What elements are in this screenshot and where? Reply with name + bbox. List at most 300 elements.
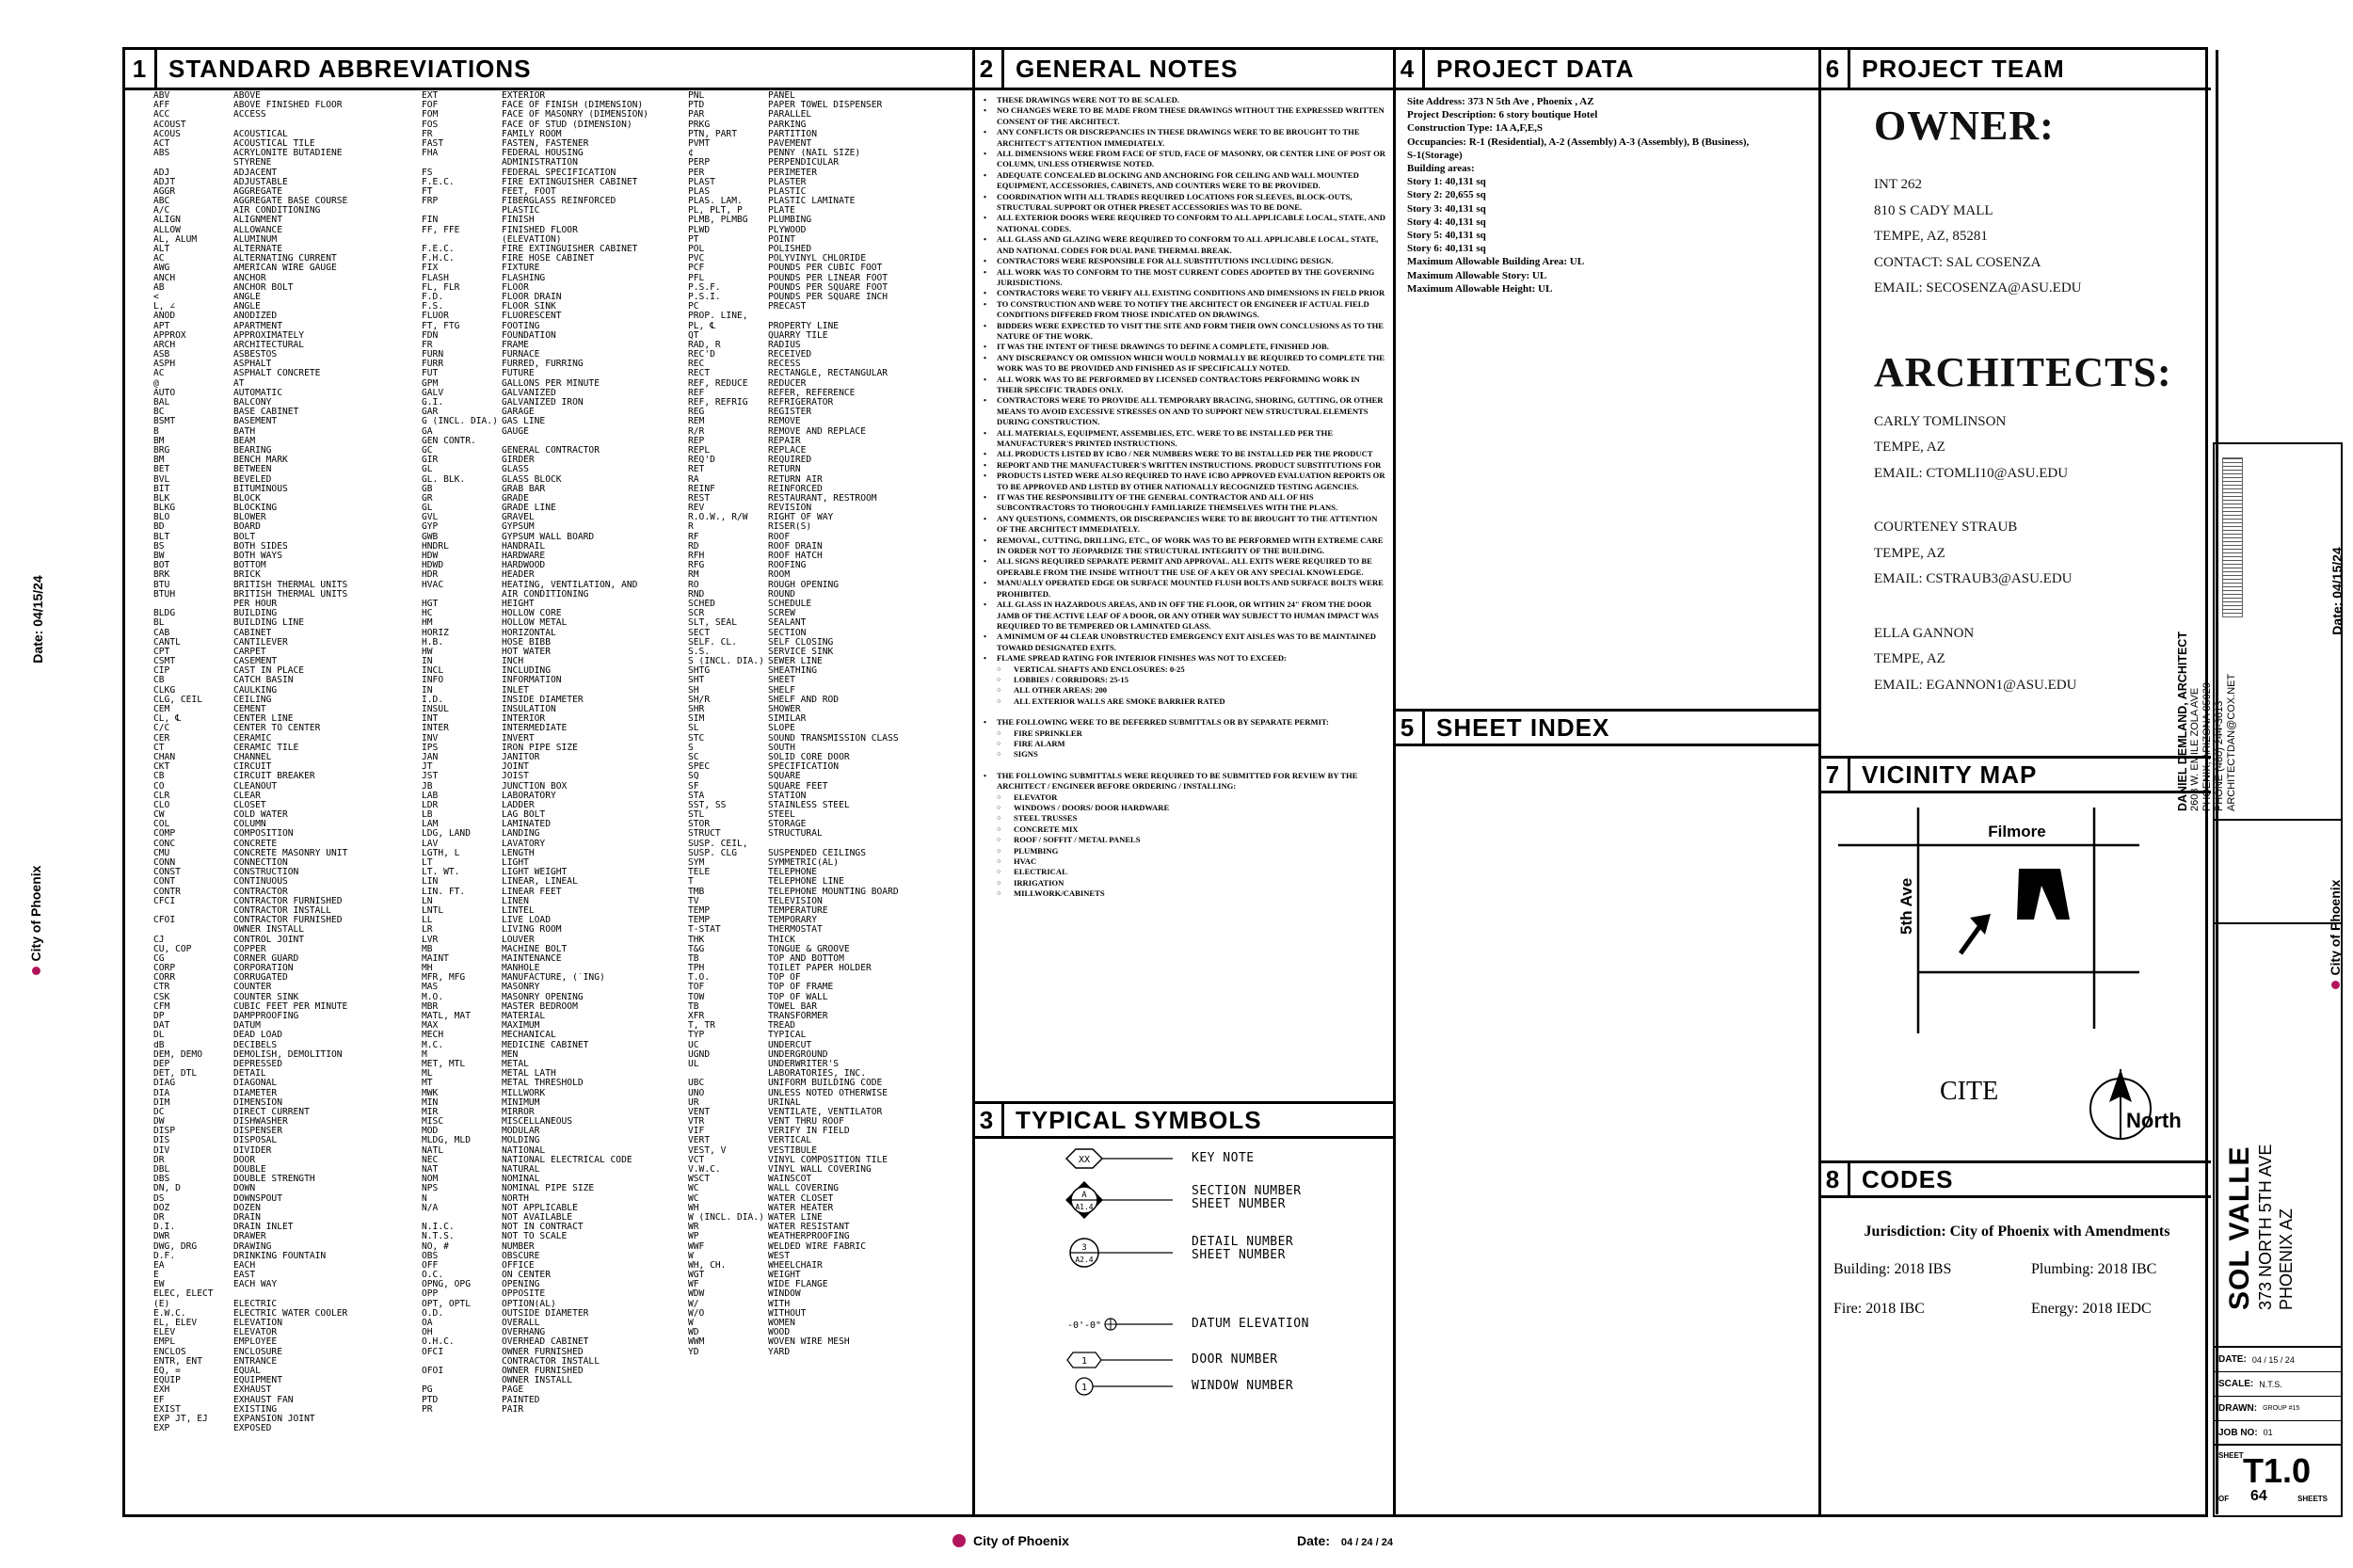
abbreviation-meaning: REQUIRED: [768, 456, 812, 466]
codes-header: 8 CODES: [1818, 1160, 1953, 1198]
plumbing-code: Plumbing: 2018 IBC: [2031, 1261, 2157, 1277]
abbreviation-key: BET: [153, 465, 170, 475]
abbreviation-key: MLDG, MLD: [422, 1136, 471, 1146]
abbreviation-key: CW: [153, 810, 165, 821]
abbreviation-key: SC: [688, 752, 699, 762]
abbreviation-meaning: LANDING: [502, 829, 540, 840]
abbreviation-meaning: CONTINUOUS: [233, 877, 288, 888]
abbreviation-key: BIT: [153, 484, 170, 494]
abbreviation-row: [153, 1348, 408, 1357]
abbreviation-row: [688, 322, 970, 331]
abbreviation-key: ABS: [153, 149, 170, 159]
abbreviation-key: CAB: [153, 628, 170, 638]
abbreviation-row: [422, 542, 695, 552]
abbreviation-row: [422, 686, 695, 696]
abbreviation-row: [153, 1261, 408, 1271]
abbreviation-meaning: WITHOUT: [768, 1308, 807, 1319]
abbreviation-key: ENCLOS: [153, 1347, 186, 1357]
abbreviation-key: T, TR: [688, 1021, 715, 1032]
abbreviation-row: [153, 101, 408, 110]
abbreviation-meaning: REPAIR: [768, 436, 801, 446]
abbreviation-key: REF, REDUCE: [688, 378, 748, 389]
abbreviation-key: DOZ: [153, 1203, 170, 1213]
abbreviation-key: NO, #: [422, 1241, 449, 1252]
abbreviation-meaning: OWNER INSTALL: [233, 925, 305, 936]
abbreviation-key: [153, 925, 233, 935]
abbreviation-key: W/O: [688, 1308, 705, 1319]
detail-bubble-top: 3: [1081, 1243, 1087, 1253]
abbreviation-key: ADJT: [153, 177, 176, 187]
abbreviation-key: UGND: [688, 1049, 711, 1060]
abbreviation-row: [688, 1021, 970, 1031]
abbreviation-meaning: HOLLOW METAL: [502, 618, 568, 629]
submittal-item: ○ ELECTRICAL: [980, 867, 1386, 877]
abbreviation-meaning: TELEPHONE LINE: [768, 877, 844, 888]
abbreviation-meaning: TELEPHONE: [768, 868, 817, 878]
abbreviation-key: ANCH: [153, 273, 176, 283]
abbreviation-row: [422, 820, 695, 829]
abbreviation-key: FR: [422, 129, 433, 139]
abbreviation-key: BRK: [153, 570, 170, 581]
abbreviation-key: P.S.F.: [688, 282, 721, 293]
abbreviation-key: [422, 1376, 502, 1385]
abbreviation-row: [688, 666, 970, 676]
abbreviation-column-2: [422, 91, 695, 1415]
abbreviation-key: FDN: [422, 330, 439, 341]
abbreviation-meaning: DOUBLE STRENGTH: [233, 1175, 315, 1185]
abbreviation-row: [153, 312, 408, 321]
abbreviation-key: APT: [153, 321, 170, 331]
abbreviation-row: [688, 427, 970, 437]
abbreviation-key: REF, REFRIG: [688, 398, 748, 408]
abbreviation-meaning: PLASTIC LAMINATE: [768, 197, 856, 207]
abbreviation-row: [422, 945, 695, 954]
abbreviation-row: [153, 772, 408, 781]
abbreviation-meaning: AUTOMATIC: [233, 388, 282, 398]
abbreviation-meaning: PLASTIC: [768, 186, 807, 197]
abbreviation-key: SST, SS: [688, 800, 727, 810]
abbreviation-key: COMP: [153, 829, 176, 840]
abbreviation-meaning: DIRECT CURRENT: [233, 1107, 310, 1117]
abbreviation-key: GYP: [422, 522, 439, 533]
left-city-stamp: City of Phoenix: [28, 855, 43, 986]
general-note: • THESE DRAWINGS WERE NOT TO BE SCALED.: [980, 95, 1386, 105]
abbreviation-row: [422, 925, 695, 935]
abbreviation-key: CSK: [153, 992, 170, 1002]
abbreviation-meaning: STEEL: [768, 810, 795, 821]
abbreviation-meaning: OVERALL: [502, 1319, 540, 1328]
abbreviation-row: [422, 964, 695, 973]
abbreviation-row: [422, 897, 695, 906]
abbreviation-meaning: NOT IN CONTRACT: [502, 1223, 584, 1233]
general-note: • ADEQUATE CONCEALED BLOCKING AND ANCHORING FOR CEILING AND WALL MOUNTED EQUIPMENT, ACCESSORIES, CABINETS, AND COUNTERS WERE TO BE PROVIDED.: [980, 170, 1386, 192]
abbreviation-key: A/C: [153, 206, 170, 216]
abbreviation-row: [688, 734, 970, 744]
abbreviation-meaning: ALUMINUM: [233, 234, 278, 245]
abbreviation-meaning: RETURN: [768, 465, 801, 475]
abbreviation-key: LT: [422, 858, 433, 868]
abbreviation-meaning: INLET: [502, 685, 529, 696]
abbreviation-row: [422, 1184, 695, 1193]
abbreviation-meaning: OPTION(AL): [502, 1299, 556, 1309]
abbreviation-row: [153, 936, 408, 945]
abbreviation-key: CLR: [153, 791, 170, 801]
abbreviation-meaning: ADJUSTABLE: [233, 177, 288, 187]
abbreviation-row: [422, 1021, 695, 1031]
abbreviation-key: JST: [422, 772, 439, 782]
abbreviation-meaning: ENCLOSURE: [233, 1347, 282, 1357]
abbreviation-meaning: CANTILEVER: [233, 637, 288, 648]
abbreviation-row: [688, 925, 970, 935]
abbreviation-row: [153, 1289, 408, 1299]
abbreviation-row: [422, 973, 695, 983]
abbreviation-key: GIR: [422, 456, 439, 466]
abbreviation-row: [153, 331, 408, 341]
abbreviation-key: EXP JT, EJ: [153, 1414, 208, 1424]
abbreviation-key: HDR: [422, 570, 439, 581]
abbreviation-meaning: SCHEDULE: [768, 599, 812, 609]
abbreviation-meaning: NATIONAL: [502, 1145, 546, 1156]
abbreviation-key: LNTL: [422, 905, 444, 916]
abbreviation-meaning: GYPSUM WALL BOARD: [502, 532, 595, 542]
abbreviation-row: [153, 954, 408, 964]
abbreviation-key: LR: [422, 925, 433, 936]
abbreviation-row: [688, 235, 970, 245]
total-sheets: 64: [2250, 1488, 2267, 1504]
abbreviation-row: [688, 437, 970, 446]
abbreviation-meaning: STRUCTURAL: [768, 829, 823, 840]
abbreviation-meaning: AMERICAN WIRE GAUGE: [233, 264, 337, 274]
abbreviation-meaning: OPPOSITE: [502, 1289, 546, 1300]
abbreviation-meaning: INSULATION: [502, 705, 556, 714]
abbreviation-meaning: DRAIN INLET: [233, 1223, 294, 1233]
abbreviation-meaning: DATUM: [233, 1021, 261, 1032]
abbreviation-row: [688, 187, 970, 197]
job-value: 01: [2263, 1428, 2273, 1437]
north-label: North: [2126, 1109, 2182, 1132]
abbreviation-meaning: LIVING ROOM: [502, 925, 562, 936]
abbreviation-key: STA: [688, 791, 705, 801]
abbreviation-meaning: GAUGE: [502, 426, 529, 437]
datum-elevation-label: DATUM ELEVATION: [1192, 1317, 1309, 1331]
abbreviation-row: [688, 1328, 970, 1337]
abbreviation-row: [422, 936, 695, 945]
abbreviation-key: XFR: [688, 1012, 705, 1021]
abbreviation-meaning: UNLESS NOTED OTHERWISE: [768, 1088, 888, 1098]
abbreviation-key: CSMT: [153, 657, 176, 667]
abbreviation-row: [688, 600, 970, 609]
abbreviation-key: NATL: [422, 1145, 444, 1156]
abbreviation-meaning: ROUGH OPENING: [768, 580, 840, 590]
abbreviation-row: [422, 1098, 695, 1108]
abbreviation-row: [153, 1242, 408, 1252]
abbreviation-row: [688, 1079, 970, 1088]
abbreviation-row: [153, 465, 408, 474]
abbreviation-meaning: CHANNEL: [233, 752, 272, 762]
abbreviation-meaning: LENGTH: [502, 848, 535, 858]
abbreviation-meaning: ALLOWANCE: [233, 225, 282, 235]
abbreviation-meaning: EACH: [233, 1260, 256, 1271]
abbreviation-meaning: CONTRACTOR FURNISHED: [233, 896, 343, 906]
abbreviation-key: BM: [153, 436, 165, 446]
abbreviation-meaning: ROUND: [768, 589, 795, 600]
abbreviation-row: [422, 504, 695, 513]
abbreviation-meaning: CLOSET: [233, 800, 266, 810]
abbreviation-key: IN: [422, 685, 433, 696]
project-data-line: Maximum Allowable Height: UL: [1407, 282, 1553, 295]
abbreviation-meaning: FLOOR: [502, 282, 529, 293]
abbreviation-meaning: INTERIOR: [502, 714, 546, 725]
abbreviation-key: RA: [688, 474, 699, 485]
abbreviation-row: [688, 1319, 970, 1328]
abbreviation-key: RET: [688, 465, 705, 475]
bottom-date-stamp: Date: 04 / 24 / 24: [1297, 1533, 1393, 1548]
abbreviation-row: [422, 417, 695, 426]
abbreviation-meaning: FEDERAL HOUSING: [502, 149, 584, 159]
abbreviation-row: [422, 216, 695, 225]
general-notes-header: 2 GENERAL NOTES: [972, 50, 1238, 88]
general-note: • REPORT AND THE MANUFACTURER'S WRITTEN INSTRUCTIONS. PRODUCT SUBSTITUTIONS FOR: [980, 460, 1386, 471]
abbreviation-key: AL, ALUM: [153, 234, 198, 245]
abbreviation-row: [422, 714, 695, 724]
abbreviation-key: SQ: [688, 772, 699, 782]
abbreviation-meaning: PAGE: [502, 1385, 524, 1396]
abbreviation-key: FLASH: [422, 273, 449, 283]
submittal-item: ○ PLUMBING: [980, 846, 1386, 856]
general-note: • NO CHANGES WERE TO BE MADE FROM THESE DRAWINGS WITHOUT THE EXPRESSED WRITTEN CONSENT OF THE ARCHITECT.: [980, 105, 1386, 127]
abbreviation-row: [153, 734, 408, 744]
abbreviation-key: LAM: [422, 820, 439, 830]
abbreviation-key: CORR: [153, 973, 176, 984]
abbreviation-row: [153, 724, 408, 733]
abbreviation-key: G.I.: [422, 398, 444, 408]
abbreviation-key: CER: [153, 733, 170, 744]
abbreviation-key: APPROX: [153, 330, 186, 341]
abbreviation-key: SUSP. CEIL,: [688, 839, 748, 849]
abbreviation-key: PVC: [688, 254, 705, 264]
project-data-line: Maximum Allowable Story: UL: [1407, 269, 1547, 281]
submittals-intro: • THE FOLLOWING SUBMITTALS WERE REQUIRED TO BE SUBMITTED FOR REVIEW BY THE ARCHITECT / ENGINEER BEFORE ORDERING / INSTALLING:: [980, 771, 1386, 792]
abbreviation-meaning: MAINTENANCE: [502, 953, 562, 964]
abbreviation-key: OH: [422, 1328, 433, 1338]
abbreviation-meaning: CEILING: [233, 695, 272, 705]
abbreviation-row: [153, 1194, 408, 1204]
datum-value: -0'-0": [1066, 1320, 1102, 1331]
abbreviation-key: P.S.I.: [688, 292, 721, 302]
abbreviation-meaning: (ELEVATION): [502, 234, 562, 245]
abbreviation-key: MFR, MFG: [422, 973, 466, 984]
abbreviation-key: MH: [422, 964, 433, 974]
owner-line: INT 262: [1874, 177, 1922, 192]
abbreviation-row: [422, 1396, 695, 1405]
abbreviation-meaning: HARDWOOD: [502, 561, 546, 571]
abbreviation-key: CJ: [153, 935, 165, 945]
abbreviation-row: [422, 331, 695, 341]
building-code: Building: 2018 IBS: [1833, 1261, 1952, 1277]
abbreviation-row: [422, 456, 695, 465]
abbreviation-row: [153, 877, 408, 887]
abbreviation-row: [422, 1089, 695, 1098]
abbreviation-row: [422, 1319, 695, 1328]
abbreviation-row: [688, 1012, 970, 1021]
abbreviation-row: [422, 993, 695, 1002]
key-note-label: KEY NOTE: [1192, 1151, 1255, 1165]
abbreviation-key: BTUH: [153, 589, 176, 600]
abbreviation-meaning: DIAGONAL: [233, 1079, 278, 1089]
abbreviation-row: [688, 983, 970, 992]
abbreviation-key: FT: [422, 186, 433, 197]
abbreviation-row: [422, 312, 695, 321]
abbreviation-key: CONC: [153, 839, 176, 849]
abbreviation-row: [688, 533, 970, 542]
of-label: OF: [2218, 1495, 2230, 1503]
abbreviation-meaning: ALTERNATE: [233, 245, 282, 254]
abbreviation-meaning: SPECIFICATION: [768, 762, 840, 773]
abbreviation-key: SLT, SEAL: [688, 618, 737, 629]
architects-contact: [1874, 414, 2203, 704]
abbreviation-key: [422, 235, 502, 245]
abbreviation-key: FF, FFE: [422, 225, 460, 235]
abbreviation-meaning: BLOWER: [233, 513, 266, 523]
abbreviation-key: PTD: [422, 1395, 439, 1405]
abbreviation-key: DIV: [153, 1145, 170, 1156]
city-seal-icon: [2331, 981, 2340, 989]
abbreviation-row: [688, 1146, 970, 1156]
abbreviation-row: [688, 686, 970, 696]
site-arrow-icon: [1970, 914, 1991, 935]
abbreviation-meaning: HEIGHT: [502, 599, 535, 609]
abbreviation-key: DR: [153, 1212, 165, 1223]
abbreviation-meaning: EXHAUST: [233, 1385, 272, 1396]
energy-code: Energy: 2018 IEDC: [2031, 1301, 2152, 1317]
abbreviation-meaning: DRAIN: [233, 1212, 261, 1223]
abbreviation-meaning: GIRDER: [502, 456, 535, 466]
general-note: • ALL SIGNS REQUIRED SEPARATE PERMIT AND APPROVAL. ALL EXITS WERE REQUIRED TO BE OPERABLE FROM THE INSIDE WITHOUT THE USE OF A KEY OR ANY SPECIAL KNOWLEDGE.: [980, 556, 1386, 578]
abbreviation-meaning: PARKING: [768, 120, 807, 130]
abbreviation-key: PTD: [688, 101, 705, 111]
abbreviation-key: RND: [688, 589, 705, 600]
abbreviation-row: [688, 648, 970, 657]
abbreviation-row: [153, 1405, 408, 1415]
abbreviation-meaning: GARAGE: [502, 408, 535, 418]
abbreviation-meaning: VINYL COMPOSITION TILE: [768, 1155, 888, 1165]
abbreviation-key: GWB: [422, 532, 439, 542]
general-note: • REMOVAL, CUTTING, DRILLING, ETC., OF WORK WAS TO BE PERFORMED WITH EXTREME CARE IN ORDER NOT TO JEOPARDIZE THE STRUCTURAL INTEGRITY OF THE BUILDING.: [980, 536, 1386, 557]
abbreviation-key: ALIGN: [153, 216, 181, 226]
abbreviation-key: INV: [422, 733, 439, 744]
abbreviation-key: LIN: [422, 877, 439, 888]
abbreviation-key: BW: [153, 552, 165, 561]
abbreviation-key: R/R: [688, 426, 705, 437]
project-data-line: Story 6: 40,131 sq: [1407, 243, 1486, 255]
abbreviation-meaning: PARTITION: [768, 129, 817, 139]
abbreviation-meaning: TEMPERATURE: [768, 905, 828, 916]
abbreviation-row: [688, 858, 970, 868]
abbreviation-key: PNL: [688, 91, 705, 101]
abbreviation-row: [153, 1396, 408, 1405]
abbreviation-key: POL: [688, 245, 705, 254]
abbreviation-meaning: LIGHT: [502, 858, 529, 868]
city-seal-icon: [32, 967, 40, 975]
project-data-line: Project Description: 6 story boutique Hotel: [1407, 109, 1598, 121]
abbreviation-row: [422, 581, 695, 590]
abbreviation-row: [422, 187, 695, 197]
abbreviation-row: [688, 792, 970, 801]
abbreviation-row: [153, 983, 408, 992]
abbreviation-meaning: WOOD: [768, 1328, 791, 1338]
abbreviation-key: GAR: [422, 408, 439, 418]
abbreviation-row: [688, 417, 970, 426]
abbreviation-row: [688, 216, 970, 225]
abbreviation-key: EMPL: [153, 1337, 176, 1348]
abbreviation-meaning: INFORMATION: [502, 676, 562, 686]
abbreviation-row: [422, 1271, 695, 1280]
abbreviation-meaning: CONNECTION: [233, 858, 288, 868]
abbreviation-meaning: METAL LATH: [502, 1069, 556, 1080]
abbreviation-row: [422, 139, 695, 149]
abbreviation-row: [422, 734, 695, 744]
abbreviation-key: DET, DTL: [153, 1069, 198, 1080]
abbreviation-key: SH/R: [688, 695, 711, 705]
abbreviation-key: AUTO: [153, 388, 176, 398]
abbreviation-meaning: WIDE FLANGE: [768, 1280, 828, 1290]
abbreviation-row: [688, 1002, 970, 1012]
abbreviation-key: W: [688, 1319, 694, 1328]
abbreviation-key: BRG: [153, 445, 170, 456]
abbreviation-key: CB: [153, 676, 165, 686]
abbreviation-key: INCL: [422, 666, 444, 677]
abbreviation-key: GB: [422, 484, 433, 494]
architect-entry: [1874, 626, 2203, 704]
general-notes-list: [980, 95, 1386, 900]
abbreviation-row: [153, 810, 408, 820]
abbreviation-row: [688, 504, 970, 513]
abbreviation-row: [153, 494, 408, 504]
stamp-fine-print: [2222, 457, 2243, 617]
abbreviation-key: BLKG: [153, 504, 176, 514]
abbreviation-row: [422, 341, 695, 350]
abbreviation-meaning: GAS LINE: [502, 417, 546, 427]
abbreviation-key: AB: [153, 282, 165, 293]
abbreviation-meaning: WITH: [768, 1299, 791, 1309]
abbreviation-key: RFG: [688, 561, 705, 571]
abbreviation-row: [153, 302, 408, 312]
abbreviation-row: [153, 888, 408, 897]
abbreviation-key: OBS: [422, 1251, 439, 1261]
abbreviation-key: PRKG: [688, 120, 711, 130]
abbreviation-row: [422, 465, 695, 474]
abbreviation-key: E.W.C.: [153, 1308, 186, 1319]
abbreviation-row: [153, 1079, 408, 1088]
abbreviation-meaning: FACE OF MASONRY (DIMENSION): [502, 110, 648, 120]
abbreviation-meaning: HARDWARE: [502, 552, 546, 561]
abbreviation-meaning: CAST IN PLACE: [233, 666, 305, 677]
abbreviation-meaning: NORTH: [502, 1193, 529, 1204]
title-block: [2176, 442, 2343, 1517]
abbreviation-meaning: CLEANOUT: [233, 781, 278, 792]
drawn-value: GROUP #15: [2263, 1405, 2300, 1412]
date-value: 04 / 15 / 24: [2251, 1354, 2295, 1365]
abbreviation-row: [153, 446, 408, 456]
abbreviation-key: RF: [688, 532, 699, 542]
abbreviation-key: R: [688, 522, 694, 533]
abbreviation-row: [153, 398, 408, 408]
project-data-line: Building areas:: [1407, 163, 1475, 175]
abbreviation-meaning: GRADE: [502, 493, 529, 504]
abbreviation-meaning: MILLWORK: [502, 1088, 546, 1098]
abbreviation-key: EA: [153, 1260, 165, 1271]
abbreviation-key: PL, PLT, P: [688, 206, 743, 216]
